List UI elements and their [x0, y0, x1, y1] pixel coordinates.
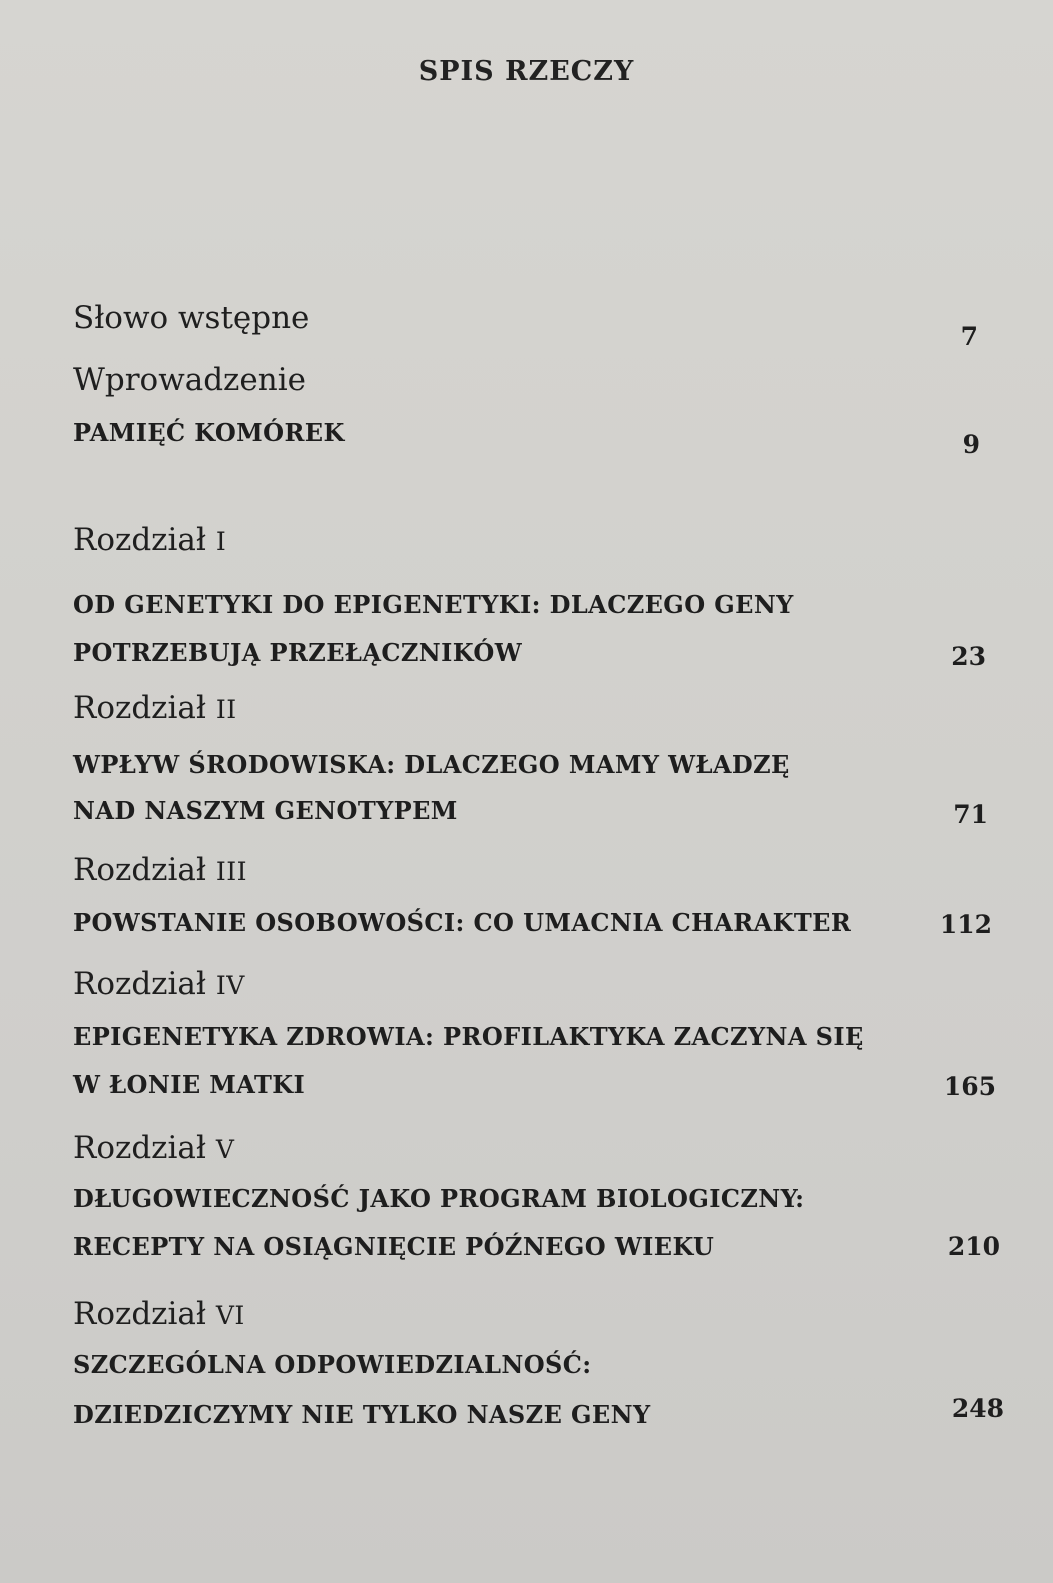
- toc-entry-heading-chapter-2-line1: WPŁYW ŚRODOWISKA: DLACZEGO MAMY WŁADZĘ: [73, 750, 790, 779]
- toc-entry-label-foreword: Słowo wstępne: [73, 300, 310, 336]
- chapter-numeral: III: [215, 857, 247, 886]
- chapter-word: Rozdział: [73, 522, 206, 558]
- toc-entry-page-introduction: 9: [962, 430, 980, 459]
- toc-entry-page-chapter-2: 71: [953, 800, 988, 829]
- toc-entry-page-chapter-3: 112: [939, 910, 992, 939]
- toc-entry-heading-chapter-4-line1: EPIGENETYKA ZDROWIA: PROFILAKTYKA ZACZYNA SIĘ: [73, 1022, 864, 1051]
- toc-entry-label-chapter-3: [73, 852, 247, 888]
- toc-entry-label-chapter-6: [73, 1296, 245, 1332]
- toc-entry-heading-chapter-5-line1: DŁUGOWIECZNOŚĆ JAKO PROGRAM BIOLOGICZNY:: [73, 1184, 805, 1213]
- toc-entry-heading-chapter-2-line2: NAD NASZYM GENOTYPEM: [73, 796, 458, 825]
- chapter-word: Rozdział: [73, 966, 206, 1002]
- toc-entry-label-introduction: Wprowadzenie: [73, 362, 306, 398]
- toc-entry-heading-chapter-1-line2: POTRZEBUJĄ PRZEŁĄCZNIKÓW: [73, 638, 523, 667]
- chapter-numeral: II: [215, 695, 237, 724]
- toc-entry-page-chapter-4: 165: [943, 1072, 996, 1101]
- chapter-word: Rozdział: [73, 1296, 206, 1332]
- toc-entry-heading-chapter-1-line1: OD GENETYKI DO EPIGENETYKI: DLACZEGO GENY: [73, 590, 794, 619]
- toc-entry-page-chapter-1: 23: [951, 642, 986, 671]
- page-title: SPIS RZECZY: [418, 56, 635, 87]
- toc-entry-heading-chapter-4-line2: W ŁONIE MATKI: [73, 1070, 306, 1099]
- chapter-word: Rozdział: [73, 690, 206, 726]
- toc-entry-heading-chapter-6-line1: SZCZEGÓLNA ODPOWIEDZIALNOŚĆ:: [73, 1350, 592, 1379]
- toc-entry-heading-introduction-line1: PAMIĘĆ KOMÓREK: [73, 418, 345, 447]
- chapter-numeral: V: [215, 1135, 235, 1164]
- chapter-numeral: I: [215, 527, 227, 556]
- toc-entry-page-chapter-5: 210: [947, 1232, 1000, 1261]
- toc-entry-label-chapter-1: [73, 522, 226, 558]
- toc-entry-heading-chapter-6-line2: DZIEDZICZYMY NIE TYLKO NASZE GENY: [73, 1400, 651, 1429]
- chapter-numeral: VI: [215, 1301, 245, 1330]
- toc-entry-heading-chapter-3-line1: POWSTANIE OSOBOWOŚCI: CO UMACNIA CHARAKTER: [73, 908, 852, 937]
- toc-entry-label-chapter-5: [73, 1130, 234, 1166]
- chapter-word: Rozdział: [73, 852, 206, 888]
- chapter-word: Rozdział: [73, 1130, 206, 1166]
- toc-entry-heading-chapter-5-line2: RECEPTY NA OSIĄGNIĘCIE PÓŹNEGO WIEKU: [73, 1232, 715, 1261]
- toc-entry-label-chapter-2: [73, 690, 237, 726]
- toc-entry-page-foreword: 7: [960, 322, 978, 351]
- chapter-numeral: IV: [215, 971, 245, 1000]
- toc-entry-label-chapter-4: [73, 966, 245, 1002]
- toc-entry-page-chapter-6: 248: [951, 1394, 1004, 1423]
